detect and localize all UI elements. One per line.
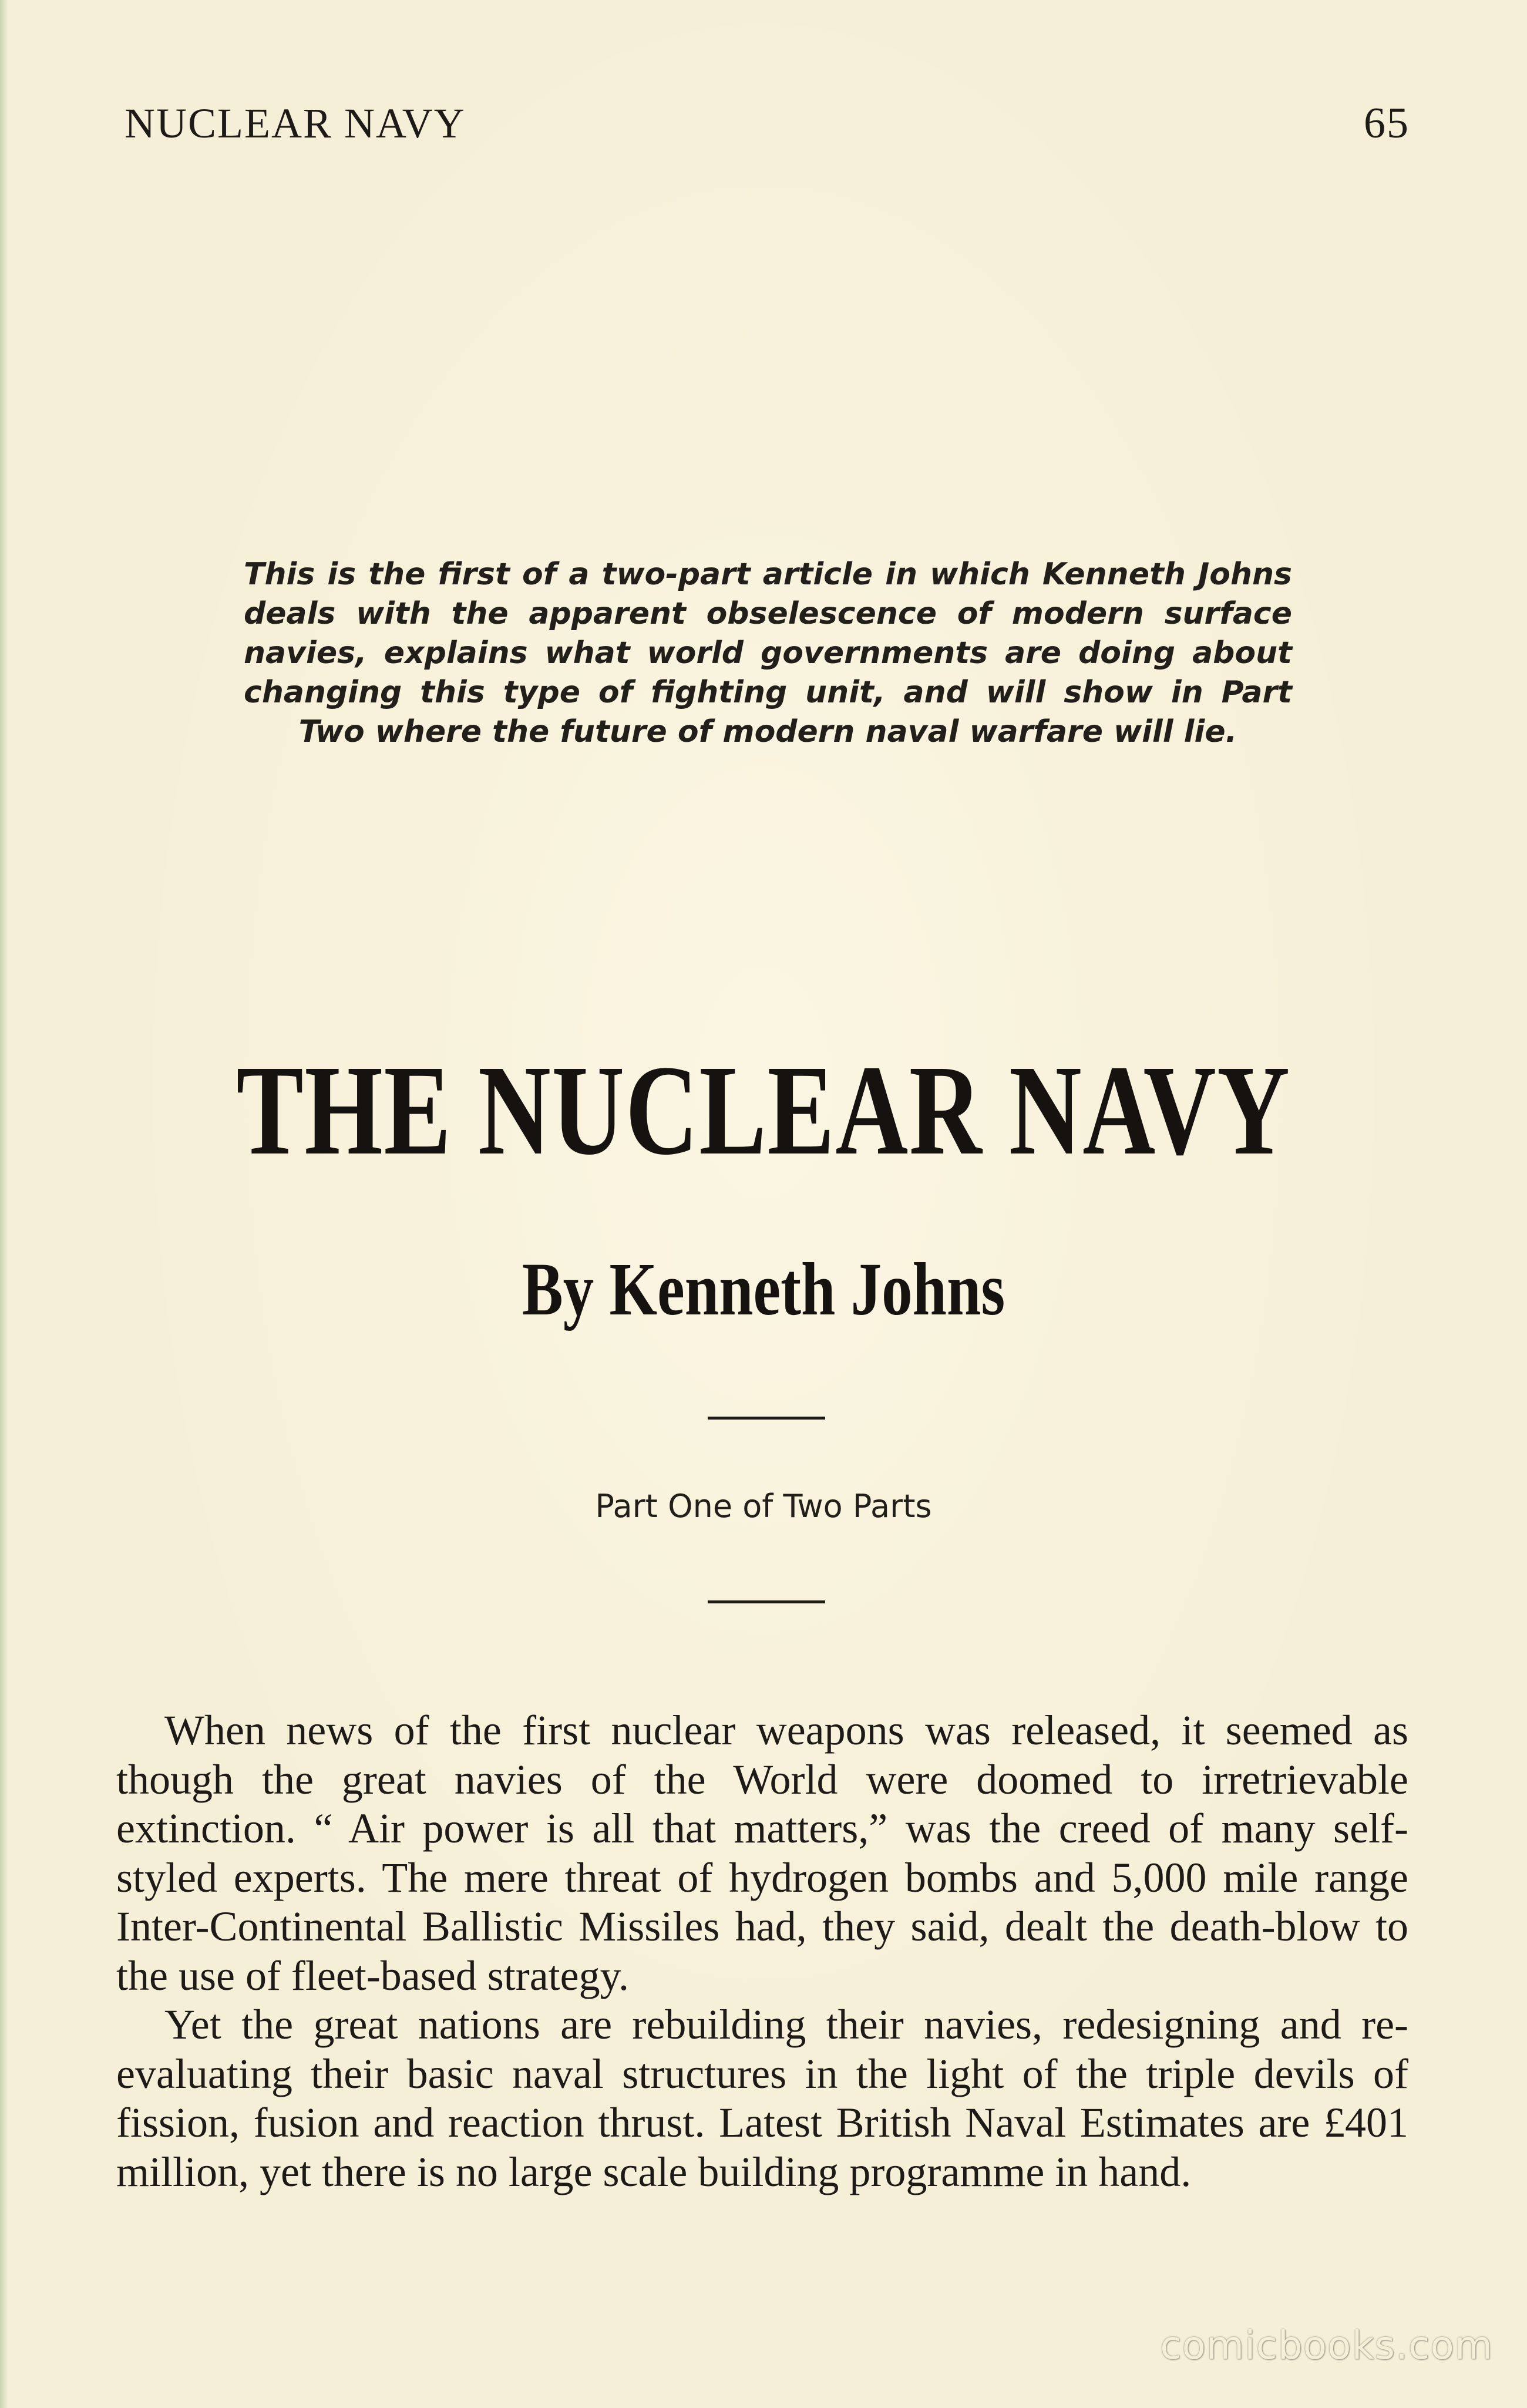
part-label: Part One of Two Parts	[595, 1488, 932, 1525]
body-paragraph: Yet the great nations are rebuilding their navies, redesigning and re-evaluating their basic naval structures in the light of the triple devils of fission, fusion and reaction thrust. Latest British Naval Estimates are £401 million, yet there is no large scale building programme in hand.	[116, 2001, 1408, 2195]
page-number: 65	[1364, 99, 1410, 147]
running-head	[125, 99, 1410, 152]
article-deck: This is the first of a two-part article in which Kenneth Johns deals with the apparent obselescence of modern surface navies, explains what world governments are doing about changing this type of fighting unit, and will show in Part Two where the future of modern naval warfare will lie.	[244, 557, 1292, 749]
watermark: comicbooks.com	[1160, 2323, 1493, 2368]
running-head-title: NUCLEAR NAVY	[125, 100, 466, 147]
article-byline: By Kenneth Johns	[522, 1247, 1005, 1331]
body-paragraph: When news of the first nuclear weapons was released, it seemed as though the great navies of the World were doomed to irretrievable extinction. “ Air power is all that matters,” was the creed of many self-styled experts. The mere threat of hydrogen bombs and 5,000 mile range Inter-Continental Ballistic Missiles had, they said, dealt the death-blow to the use of fleet-based strategy.	[116, 1707, 1408, 1999]
divider-rule-bottom	[708, 1600, 825, 1603]
divider-rule-top	[708, 1417, 825, 1420]
page-edge	[0, 0, 8, 2408]
article-title: THE NUCLEAR NAVY	[236, 1038, 1291, 1182]
article-body	[116, 1706, 1408, 2197]
